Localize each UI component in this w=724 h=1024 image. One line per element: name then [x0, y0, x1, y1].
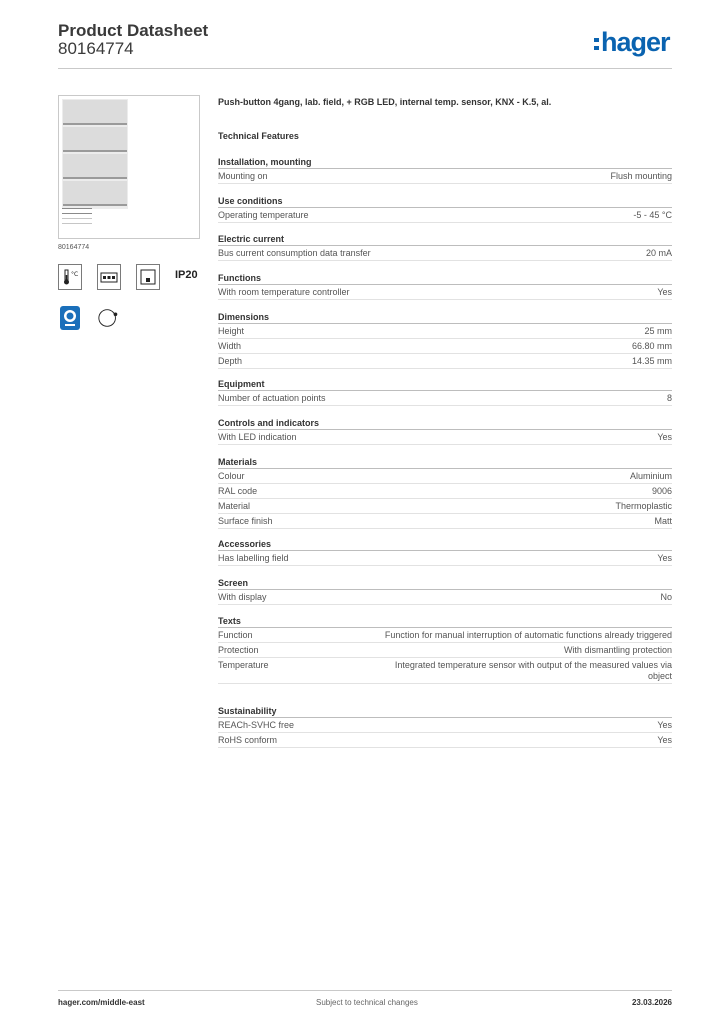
product-description: Push-button 4gang, lab. field, + RGB LED, internal temp. sensor, KNX - K.5, al.: [218, 97, 552, 107]
spec-label: Surface finish: [218, 516, 273, 526]
spec-value: Yes: [657, 287, 672, 297]
spec-value: 20 mA: [645, 248, 672, 258]
spec-label: With LED indication: [218, 432, 297, 442]
spec-row: [218, 514, 672, 529]
temperature-celsius-icon: [58, 264, 82, 290]
footer-divider: [58, 990, 672, 991]
spec-group-sustainability: [218, 705, 672, 748]
spec-value: Matt: [654, 516, 672, 526]
spec-value: Integrated temperature sensor with output of the measured values via object: [394, 660, 672, 681]
easy-configuration-icon: [58, 305, 82, 331]
spec-group-texts: [218, 615, 672, 684]
spec-label: Temperature: [218, 660, 269, 670]
spec-row: [218, 246, 672, 261]
spec-value: 8: [666, 393, 672, 403]
spec-group-electric-current: [218, 233, 672, 261]
spec-value: Yes: [657, 735, 672, 745]
spec-group-title: Screen: [218, 577, 672, 590]
spec-group-equipment: [218, 378, 672, 406]
spec-label: REACh-SVHC free: [218, 720, 295, 730]
spec-group-title: Controls and indicators: [218, 417, 672, 430]
push-button-device: [62, 99, 128, 209]
image-caption: 80164774: [58, 244, 90, 251]
spec-value: Yes: [657, 553, 672, 563]
spec-group-title: Sustainability: [218, 705, 672, 718]
spec-label: RAL code: [218, 486, 258, 496]
header-divider: [58, 68, 672, 69]
product-number: 80164774: [58, 39, 134, 58]
spec-row: [218, 169, 672, 184]
spec-value: 25 mm: [644, 326, 672, 336]
spec-group-title: Installation, mounting: [218, 156, 672, 169]
spec-row: [218, 285, 672, 300]
device-key: [63, 127, 127, 152]
spec-value: 9006: [651, 486, 672, 496]
spec-label: Colour: [218, 471, 245, 481]
spec-group-controls: [218, 417, 672, 445]
ip-rating-label: IP20: [175, 269, 198, 281]
spec-row: [218, 208, 672, 223]
spec-label: Depth: [218, 356, 243, 366]
device-key: [63, 154, 127, 179]
spec-row: [218, 643, 672, 658]
spec-row: [218, 628, 672, 643]
spec-row: [218, 733, 672, 748]
spec-value: No: [660, 592, 672, 602]
bus-connection-icon: [97, 305, 121, 331]
logo-dots-icon: [594, 38, 599, 50]
spec-group-accessories: [218, 538, 672, 566]
spec-group-title: Texts: [218, 615, 672, 628]
spec-label: Width: [218, 341, 242, 351]
footer-notice: Subject to technical changes: [316, 998, 418, 1007]
spec-row: [218, 354, 672, 369]
svg-text:°C: °C: [71, 271, 79, 278]
spec-row: [218, 339, 672, 354]
spec-row: [218, 590, 672, 605]
hager-logo: [594, 27, 670, 57]
spec-row: [218, 658, 672, 684]
footer-date: 23.03.2026: [631, 998, 672, 1007]
device-key: [63, 100, 127, 125]
device-key: [63, 181, 127, 206]
spec-group-title: Equipment: [218, 378, 672, 391]
knx-device-icon: [97, 264, 121, 290]
spec-label: Number of actuation points: [218, 393, 326, 403]
spec-group-dimensions: [218, 311, 672, 369]
spec-group-installation: [218, 156, 672, 184]
spec-row: [218, 718, 672, 733]
spec-row: [218, 391, 672, 406]
spec-label: Material: [218, 501, 251, 511]
spec-value: Yes: [657, 720, 672, 730]
spec-row: [218, 551, 672, 566]
spec-label: With room temperature controller: [218, 287, 350, 297]
spec-value: Thermoplastic: [615, 501, 672, 511]
spec-value: Yes: [657, 432, 672, 442]
device-side-view: [62, 208, 92, 228]
logo-text: hager: [601, 26, 670, 57]
spec-group-title: Dimensions: [218, 311, 672, 324]
spec-group-title: Use conditions: [218, 195, 672, 208]
product-image: [58, 95, 200, 239]
spec-group-title: Accessories: [218, 538, 672, 551]
spec-label: Protection: [218, 645, 259, 655]
flush-box-icon: [136, 264, 160, 290]
section-heading: Technical Features: [218, 131, 299, 141]
spec-row: [218, 324, 672, 339]
spec-value: -5 - 45 °C: [633, 210, 672, 220]
spec-value: Aluminium: [629, 471, 672, 481]
spec-group-functions: [218, 272, 672, 300]
page-title: Product Datasheet: [58, 21, 209, 40]
spec-value: Flush mounting: [610, 171, 672, 181]
spec-group-use-conditions: [218, 195, 672, 223]
spec-label: Operating temperature: [218, 210, 309, 220]
spec-label: Mounting on: [218, 171, 268, 181]
spec-group-screen: [218, 577, 672, 605]
spec-group-materials: [218, 456, 672, 529]
spec-row: [218, 430, 672, 445]
spec-label: Height: [218, 326, 245, 336]
spec-group-title: Electric current: [218, 233, 672, 246]
spec-value: 66.80 mm: [631, 341, 672, 351]
spec-value: Function for manual interruption of automatic functions already triggered: [384, 630, 672, 640]
footer-website-link[interactable]: hager.com/middle-east: [58, 998, 145, 1007]
spec-label: With display: [218, 592, 267, 602]
spec-row: [218, 484, 672, 499]
spec-label: Bus current consumption data transfer: [218, 248, 371, 258]
spec-row: [218, 469, 672, 484]
spec-label: Function: [218, 630, 253, 640]
spec-label: RoHS conform: [218, 735, 278, 745]
spec-group-title: Functions: [218, 272, 672, 285]
spec-label: Has labelling field: [218, 553, 289, 563]
spec-row: [218, 499, 672, 514]
spec-value: 14.35 mm: [631, 356, 672, 366]
spec-group-title: Materials: [218, 456, 672, 469]
spec-value: With dismantling protection: [563, 645, 672, 655]
